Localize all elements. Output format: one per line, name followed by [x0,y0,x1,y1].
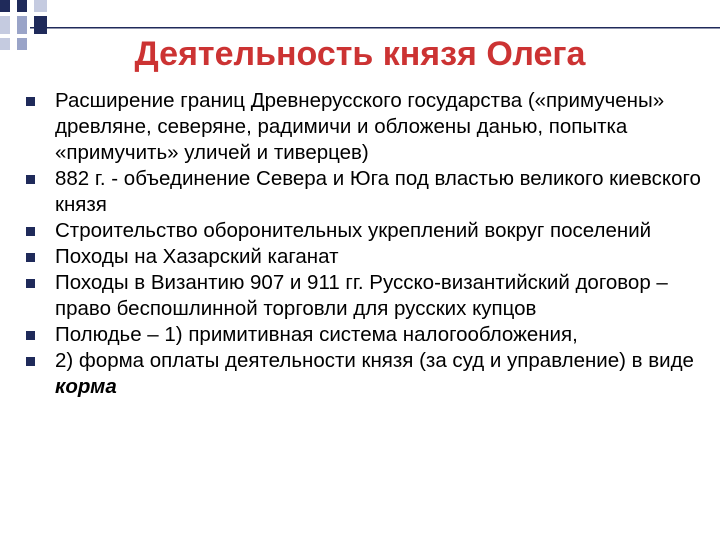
square-bullet-icon [26,97,35,106]
list-item [24,218,714,244]
list-item [24,270,714,322]
decor-square-light [34,0,47,12]
square-bullet-icon [26,357,35,366]
list-item [24,244,714,270]
list-item-text: Расширение границ Древнерусского государства («примучены» древляне, северяне, радимичи и обложены данью, попытка «примучить» уличей и тиверцев) [55,89,665,164]
list-item-text: 882 г. - объединение Севера и Юга под властью великого киевского князя [55,167,701,216]
list-item-text: Полюдье – 1) примитивная система налогообложения, [55,323,578,346]
decor-square-dark [0,0,10,12]
list-item [24,348,714,400]
decor-square-mid [17,16,27,34]
bullet-list [24,88,714,400]
slide-title: Деятельность князя Олега [134,35,586,73]
decor-square-light [0,16,10,34]
emphasis-term: корма [55,375,117,398]
square-bullet-icon [26,175,35,184]
list-item [24,166,714,218]
square-bullet-icon [26,253,35,262]
square-bullet-icon [26,227,35,236]
list-item-text: Походы на Хазарский каганат [55,245,339,268]
decor-square-dark [34,16,47,34]
list-item-text: Строительство оборонительных укреплений вокруг поселений [55,219,652,242]
decor-square-dark [17,0,27,12]
list-item-text: 2) форма оплаты деятельности князя (за суд и управление) в виде [55,349,694,372]
list-item-text: Походы в Византию 907 и 911 гг. Русско-византийский договор – право беспошлинной торговли для русских купцов [55,271,668,320]
square-bullet-icon [26,331,35,340]
decor-line [30,27,720,29]
list-item [24,322,714,348]
square-bullet-icon [26,279,35,288]
list-item [24,88,714,166]
